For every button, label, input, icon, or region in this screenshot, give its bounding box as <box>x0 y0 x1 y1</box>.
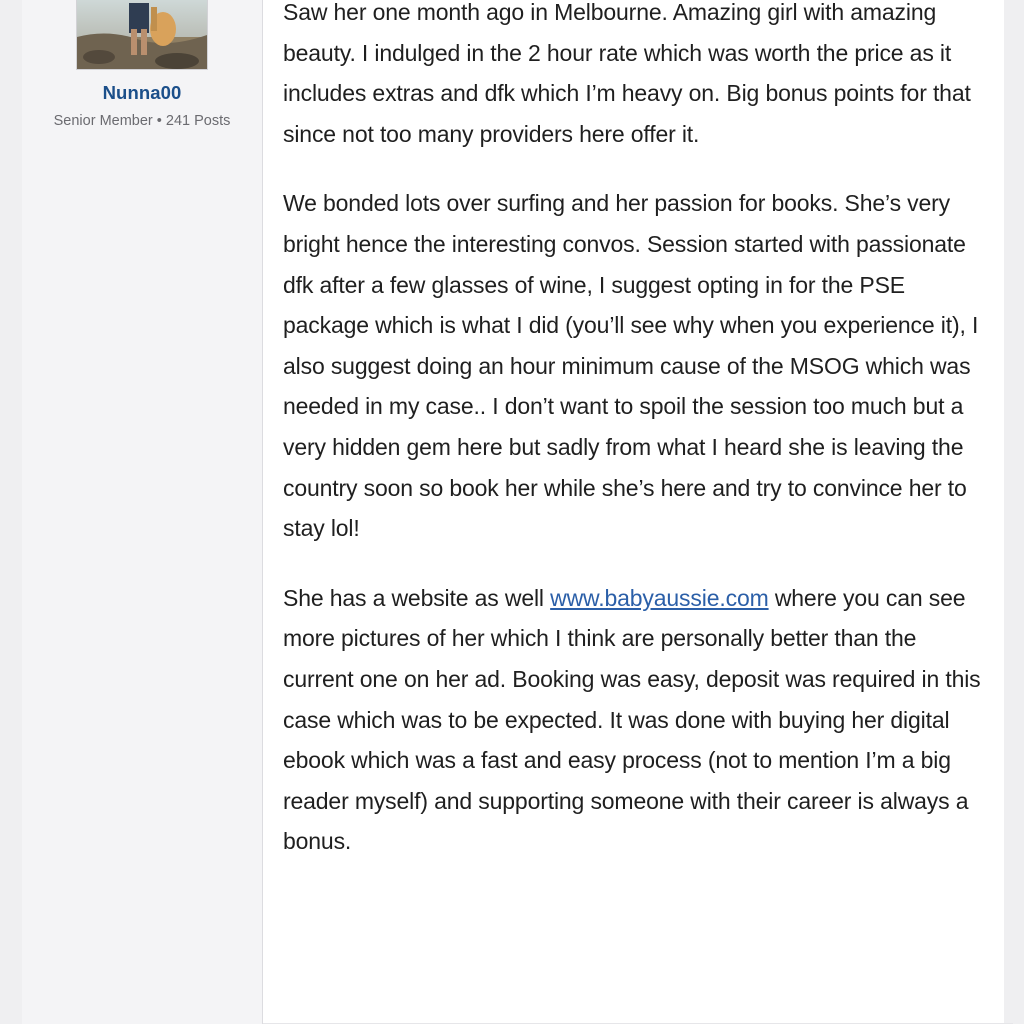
post-author-column <box>22 0 263 1024</box>
author-username[interactable]: Nunna00 <box>102 82 182 103</box>
author-meta: Senior Member • 241 Posts <box>53 113 231 130</box>
website-link[interactable]: www.babyaussie.com <box>550 584 769 611</box>
post-paragraph-3 <box>283 578 983 862</box>
avatar[interactable] <box>76 0 208 70</box>
post-paragraph-2: We bonded lots over surfing and her passion for books. She’s very bright hence the interesting convos. Session started with passionate dfk after a few glasses of wine, I suggest opting in for the PSE package which is what I did (you’ll see why when you experience it), I also suggest doing an hour minimum cause of the MSOG which was needed in my case.. I don’t want to spoil the session too much but a very hidden gem here but sadly from what I heard she is leaving the country soon so book her while she’s here and try to convince her to stay lol! <box>283 190 979 542</box>
post-message-column <box>263 0 1013 1024</box>
paragraph-text-after-link: where you can see more pictures of her which I think are personally better than the current one on her ad. Booking was easy, deposit was required in this case which was to be expected. It was done with buying her digital ebook which was a fast and easy process (not to mention I’m a big reader myself) and supporting someone with their career is always a bonus. <box>283 584 981 855</box>
post-paragraph-1: Saw her one month ago in Melbourne. Amazing girl with amazing beauty. I indulged in the 2 hour rate which was worth the price as it includes extras and dfk which I’m heavy on. Big bonus points for that since not too many providers here offer it. <box>283 0 971 147</box>
user-avatar-photo-icon <box>77 0 207 69</box>
post-body <box>283 0 983 862</box>
post-container <box>22 0 1004 1024</box>
page-gutter-left <box>0 0 22 1024</box>
paragraph-text-before-link: She has a website as well <box>283 584 551 611</box>
